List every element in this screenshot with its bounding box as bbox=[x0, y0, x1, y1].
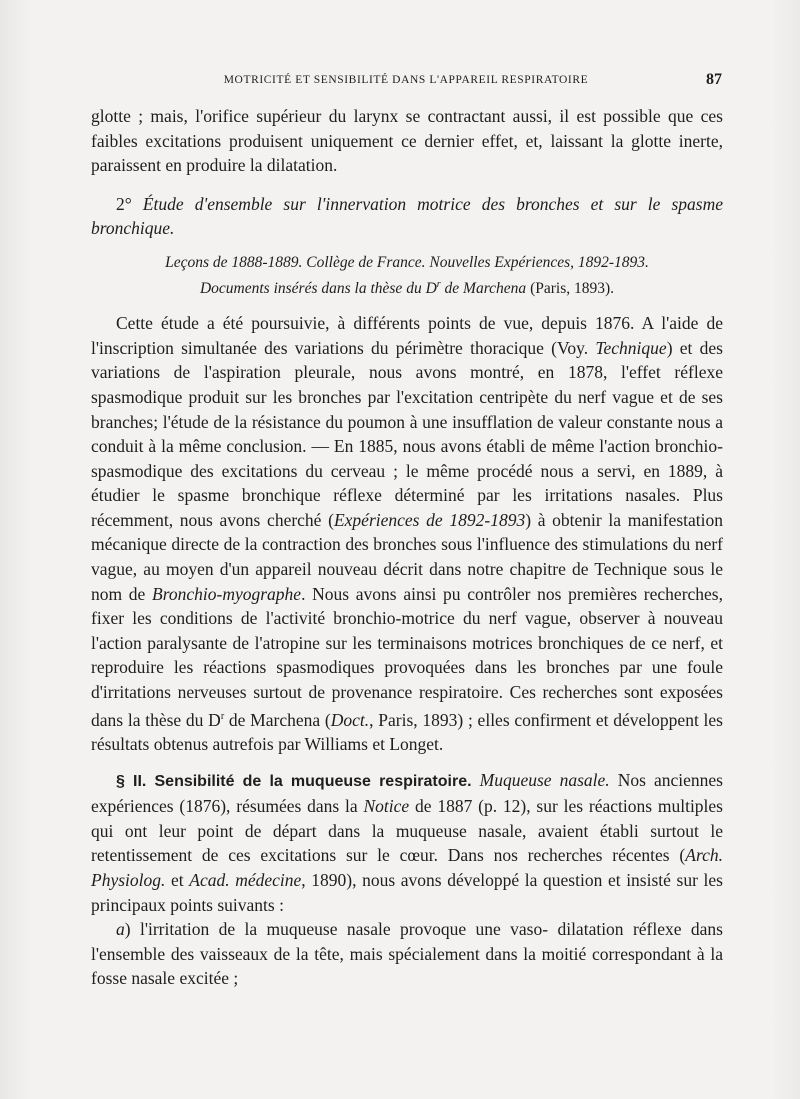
italic-run: Arch. Physiolog. bbox=[91, 845, 723, 891]
text-run: , Paris, 1893) ; elles confirment et développent les résultats obtenus autrefois par Williams et Longet. bbox=[91, 709, 723, 755]
ref-sup: r bbox=[436, 278, 441, 290]
page-number: 87 bbox=[706, 71, 722, 88]
text-run: de Marchena ( bbox=[224, 709, 331, 730]
section-2-number: 2° bbox=[116, 193, 132, 214]
paragraph-etude bbox=[91, 311, 723, 757]
text-run: Cette étude a été poursuivie, à différents points de vue, depuis 1876. A l'aide de l'inscription simultanée des variations du périmètre thoracique (Voy. bbox=[91, 313, 723, 358]
text-run: , 1890), nous avons développé la question et insisté sur les principaux points suivants : bbox=[91, 870, 723, 915]
text-run: Nos anciennes expériences (1876), résumées dans la bbox=[91, 769, 723, 817]
section-2-heading: Étude d'ensemble sur l'innervation motrice des bronches et sur le spasme bronchique. bbox=[91, 193, 724, 239]
running-head: MOTRICITÉ ET SENSIBILITÉ DANS L'APPAREIL RESPIRATOIRE bbox=[223, 74, 589, 86]
subsection-title: Muqueuse nasale. bbox=[479, 769, 610, 790]
italic-run: Expériences de 1892-1893 bbox=[333, 509, 526, 530]
text-run: . Nous avons ainsi pu contrôler nos premières recherches, fixer les conditions de l'activité bronchio-motrice du nerf vague, observer à nouveau l'action paralysante de l'atropine sur les terminaisons motrices bronchiques de ce nerf, et reproduire les réactions spasmodiques provoquées dans les bronches par une foule d'irritations nerveuses surtout de provenance respiratoire. Ces recherches sont exposées dans la thèse du D bbox=[91, 583, 723, 730]
italic-run: Doct. bbox=[330, 709, 370, 730]
item-text: ) l'irritation de la muqueuse nasale provoque une vaso- dilatation réflexe dans l'ensemble des vaisseaux de la tête, mais spécialement dans la moitié correspondant à la fosse nasale excitée ; bbox=[91, 919, 723, 989]
text-run: de 1887 (p. 12), sur les réactions multiples qui ont leur point de départ dans la muqueuse nasale, avaient établi surtout le retentissement de ces excitations sur le cœur. Dans nos recherches récentes ( bbox=[91, 796, 723, 866]
italic-run: Bronchio-myographe bbox=[152, 583, 302, 604]
ref-author: de Marchena bbox=[440, 280, 527, 298]
list-item-a bbox=[91, 917, 723, 991]
italic-run: Technique bbox=[595, 337, 667, 358]
superscript: r bbox=[220, 710, 225, 722]
paragraph-sensibilite bbox=[91, 768, 723, 918]
text-run: ) et des variations de l'aspiration pleurale, nous avons montré, en 1878, l'effet réflexe spasmodique produit sur les bronches par l'excitation centripète du nerf vague et de ses branches; l'étude de la résistance du poumon à une insufflation de valeur constante nous a conduit à la même conclusion. — En 1885, nous avons établi de même l'action bronchio-spasmodique des excitations du cerveau ; le même procédé nous a servi, en 1889, à étudier le spasme bronchique réflexe déterminé par les irritations nasales. Plus récemment, nous avons cherché ( bbox=[91, 337, 723, 530]
ref-thesis: Documents insérés dans la thèse du D bbox=[199, 280, 437, 298]
text-run: ) à obtenir la manifestation mécanique directe de la contraction des bronches sous l'influence des stimulations du nerf vague, au moyen d'un appareil nouveau décrit dans notre chapitre de Technique sous le nom de bbox=[91, 509, 723, 604]
body-text bbox=[91, 104, 723, 991]
italic-run: Notice bbox=[363, 796, 410, 817]
paragraph-glotte: glotte ; mais, l'orifice supérieur du larynx se contractant aussi, il est possible que ces faibles excitations produisent uniquement ce dernier effet, et, laissant la glotte inerte, paraissent en produire la dilatation. bbox=[91, 106, 723, 176]
text-run: et bbox=[165, 870, 190, 891]
item-label: a bbox=[116, 919, 125, 940]
references-line-1: Leçons de 1888-1889. Collège de France. Nouvelles Expériences, 1892-1893. bbox=[165, 253, 649, 271]
references-line-2 bbox=[91, 274, 723, 300]
ref-place: (Paris, 1893). bbox=[526, 280, 615, 298]
section-2-title bbox=[91, 192, 723, 241]
section-heading: § II. Sensibilité de la muqueuse respiratoire. bbox=[116, 772, 472, 790]
italic-run: Acad. médecine bbox=[189, 870, 302, 891]
